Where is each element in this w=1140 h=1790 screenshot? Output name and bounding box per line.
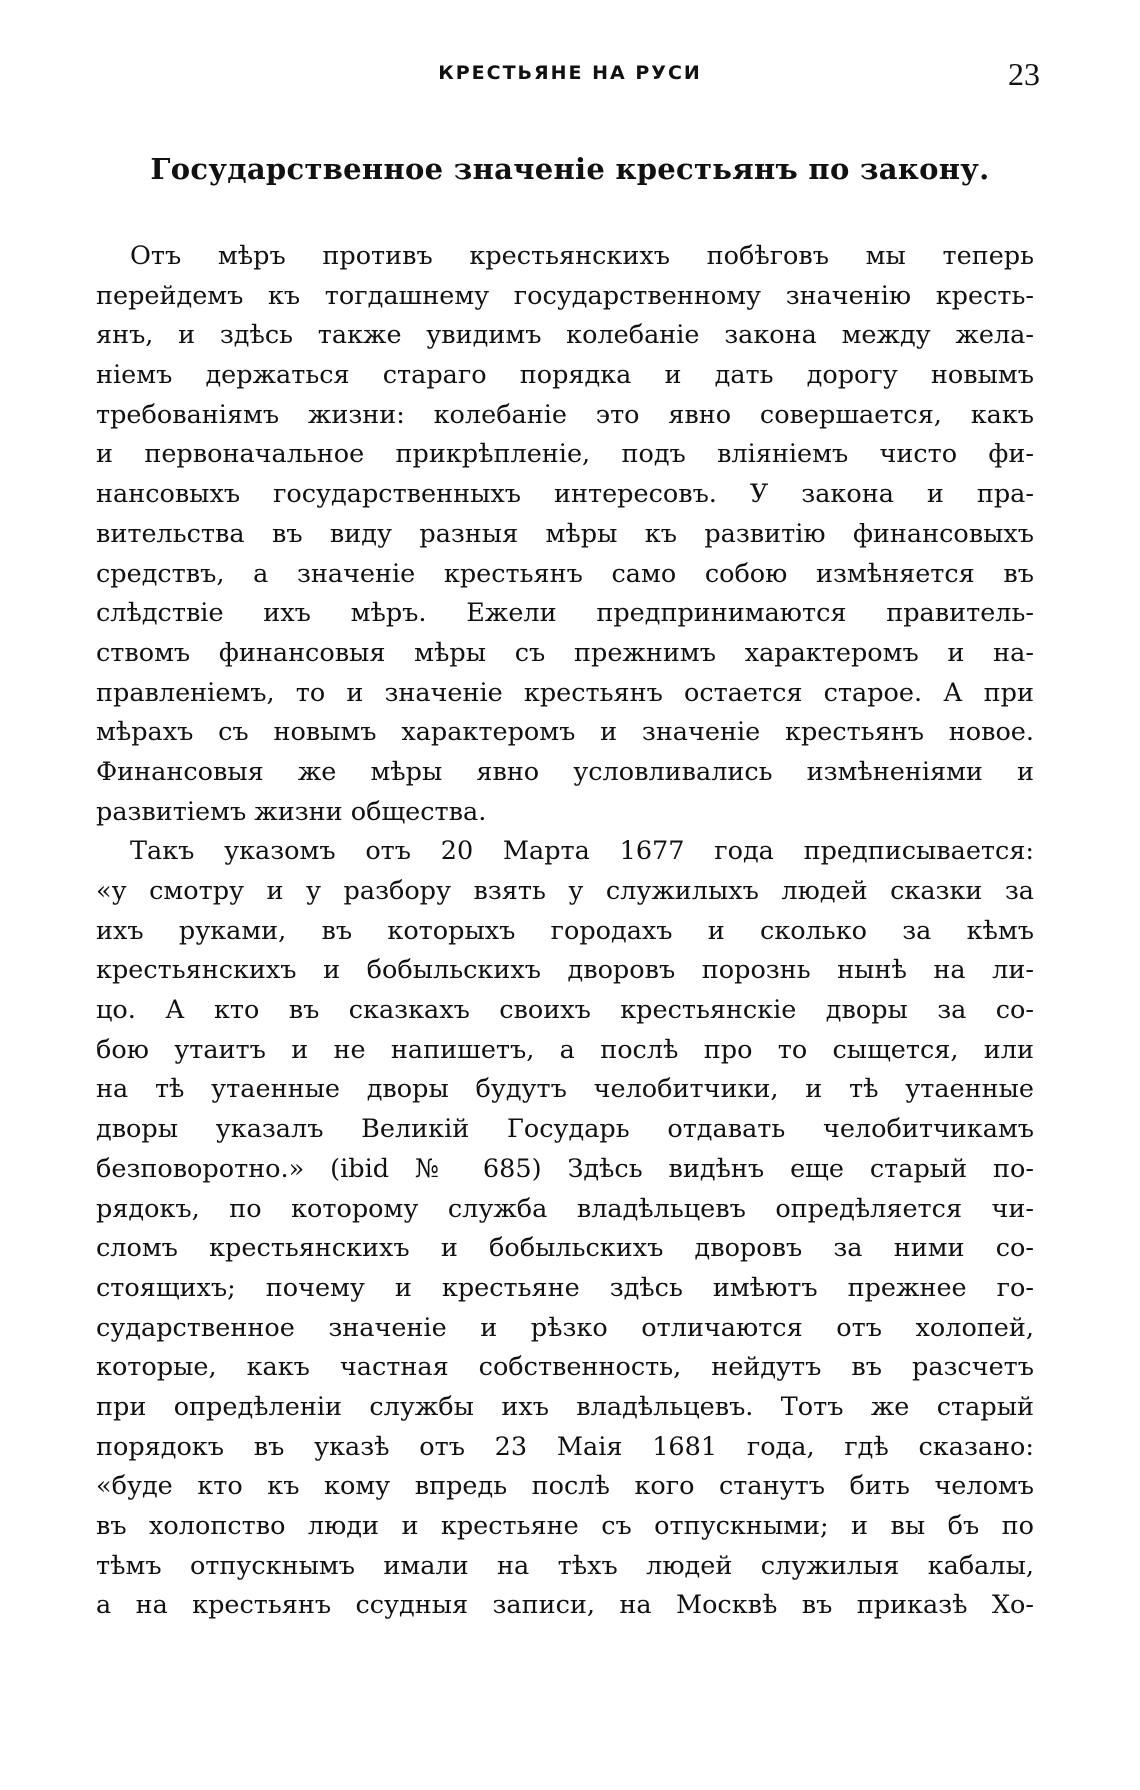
text-line: рядокъ, по которому служба владѣльцевъ опредѣляется чи- <box>96 1193 1034 1224</box>
body-text <box>96 237 1034 1626</box>
text-line: которые, какъ частная собственность, нейдутъ въ разсчетъ <box>96 1352 1034 1383</box>
text-line: сломъ крестьянскихъ и бобыльскихъ дворовъ за ними со- <box>96 1233 1034 1264</box>
text-line: развитіемъ жизни общества. <box>96 796 487 827</box>
text-line: ствомъ финансовыя мѣры съ прежнимъ характеромъ и на- <box>96 637 1034 668</box>
paragraph-1 <box>96 237 1034 832</box>
text-line: перейдемъ къ тогдашнему государственному значенію кресть- <box>96 280 1034 311</box>
text-line: правленіемъ, то и значеніе крестьянъ остается старое. А при <box>96 677 1034 708</box>
text-line: средствъ, а значеніе крестьянъ само собою измѣняется въ <box>96 558 1034 589</box>
text-line: въ холопство люди и крестьяне съ отпускными; и вы бъ по <box>96 1511 1034 1541</box>
text-line: безповоротно.» (ibid № 685) Здѣсь видѣнъ еще старый по- <box>96 1153 1034 1184</box>
text-line: стоящихъ; почему и крестьяне здѣсь имѣютъ прежнее го- <box>96 1272 1034 1303</box>
text-line: ніемъ держаться стараго порядка и дать дорогу новымъ <box>96 360 1034 391</box>
text-line: а на крестьянъ ссудныя записи, на Москвѣ въ приказѣ Хо- <box>96 1590 1034 1621</box>
running-head: КРЕСТЬЯНЕ НА РУСИ <box>438 62 702 84</box>
text-line: дворы указалъ Великій Государь отдавать челобитчикамъ <box>96 1114 1034 1145</box>
text-line: «буде кто къ кому впредь послѣ кого станутъ бить челомъ <box>96 1471 1034 1502</box>
text-line: и первоначальное прикрѣпленіе, подъ вліяніемъ чисто фи- <box>96 439 1034 470</box>
text-line: ихъ руками, въ которыхъ городахъ и сколько за кѣмъ <box>96 915 1034 946</box>
page-header <box>90 56 1050 102</box>
text-line: Отъ мѣръ противъ крестьянскихъ побѣговъ мы теперь <box>130 241 1034 271</box>
text-line: сударственное значеніе и рѣзко отличаются отъ холопей, <box>96 1312 1034 1343</box>
text-line: нансовыхъ государственныхъ интересовъ. У закона и пра- <box>96 479 1034 510</box>
text-line: слѣдствіе ихъ мѣръ. Ежели предпринимаются правитель- <box>96 598 1034 629</box>
text-line: вительства въ виду разныя мѣры къ развитію финансовыхъ <box>96 518 1034 549</box>
paragraph-2 <box>96 832 1034 1626</box>
text-line: бою утаитъ и не напишетъ, а послѣ про то сыщется, или <box>96 1034 1034 1065</box>
text-line: «у смотру и у разбору взять у служилыхъ людей сказки за <box>96 876 1034 906</box>
text-line: янъ, и здѣсь также увидимъ колебаніе закона между жела- <box>96 320 1034 351</box>
text-line: Такъ указомъ отъ 20 Марта 1677 года предписывается: <box>130 836 1034 867</box>
text-line: крестьянскихъ и бобыльскихъ дворовъ порознь нынѣ на ли- <box>96 955 1034 986</box>
text-line: порядокъ въ указѣ отъ 23 Маія 1681 года, гдѣ сказано: <box>96 1431 1034 1462</box>
text-line: Финансовыя же мѣры явно условливались измѣненіями и <box>96 756 1034 787</box>
text-line: цо. А кто въ сказкахъ своихъ крестьянскіе дворы за со- <box>96 995 1034 1026</box>
page-number: 23 <box>1008 56 1040 92</box>
section-title: Государственное значеніе крестьянъ по закону. <box>150 152 990 186</box>
text-line: на тѣ утаенные дворы будутъ челобитчики, и тѣ утаенные <box>96 1074 1034 1105</box>
text-line: тѣмъ отпускнымъ имали на тѣхъ людей служилыя кабалы, <box>96 1550 1034 1581</box>
text-line: мѣрахъ съ новымъ характеромъ и значеніе крестьянъ новое. <box>96 717 1034 748</box>
text-line: требованіямъ жизни: колебаніе это явно совершается, какъ <box>96 399 1034 430</box>
text-line: при опредѣленіи службы ихъ владѣльцевъ. Тотъ же старый <box>96 1391 1034 1422</box>
